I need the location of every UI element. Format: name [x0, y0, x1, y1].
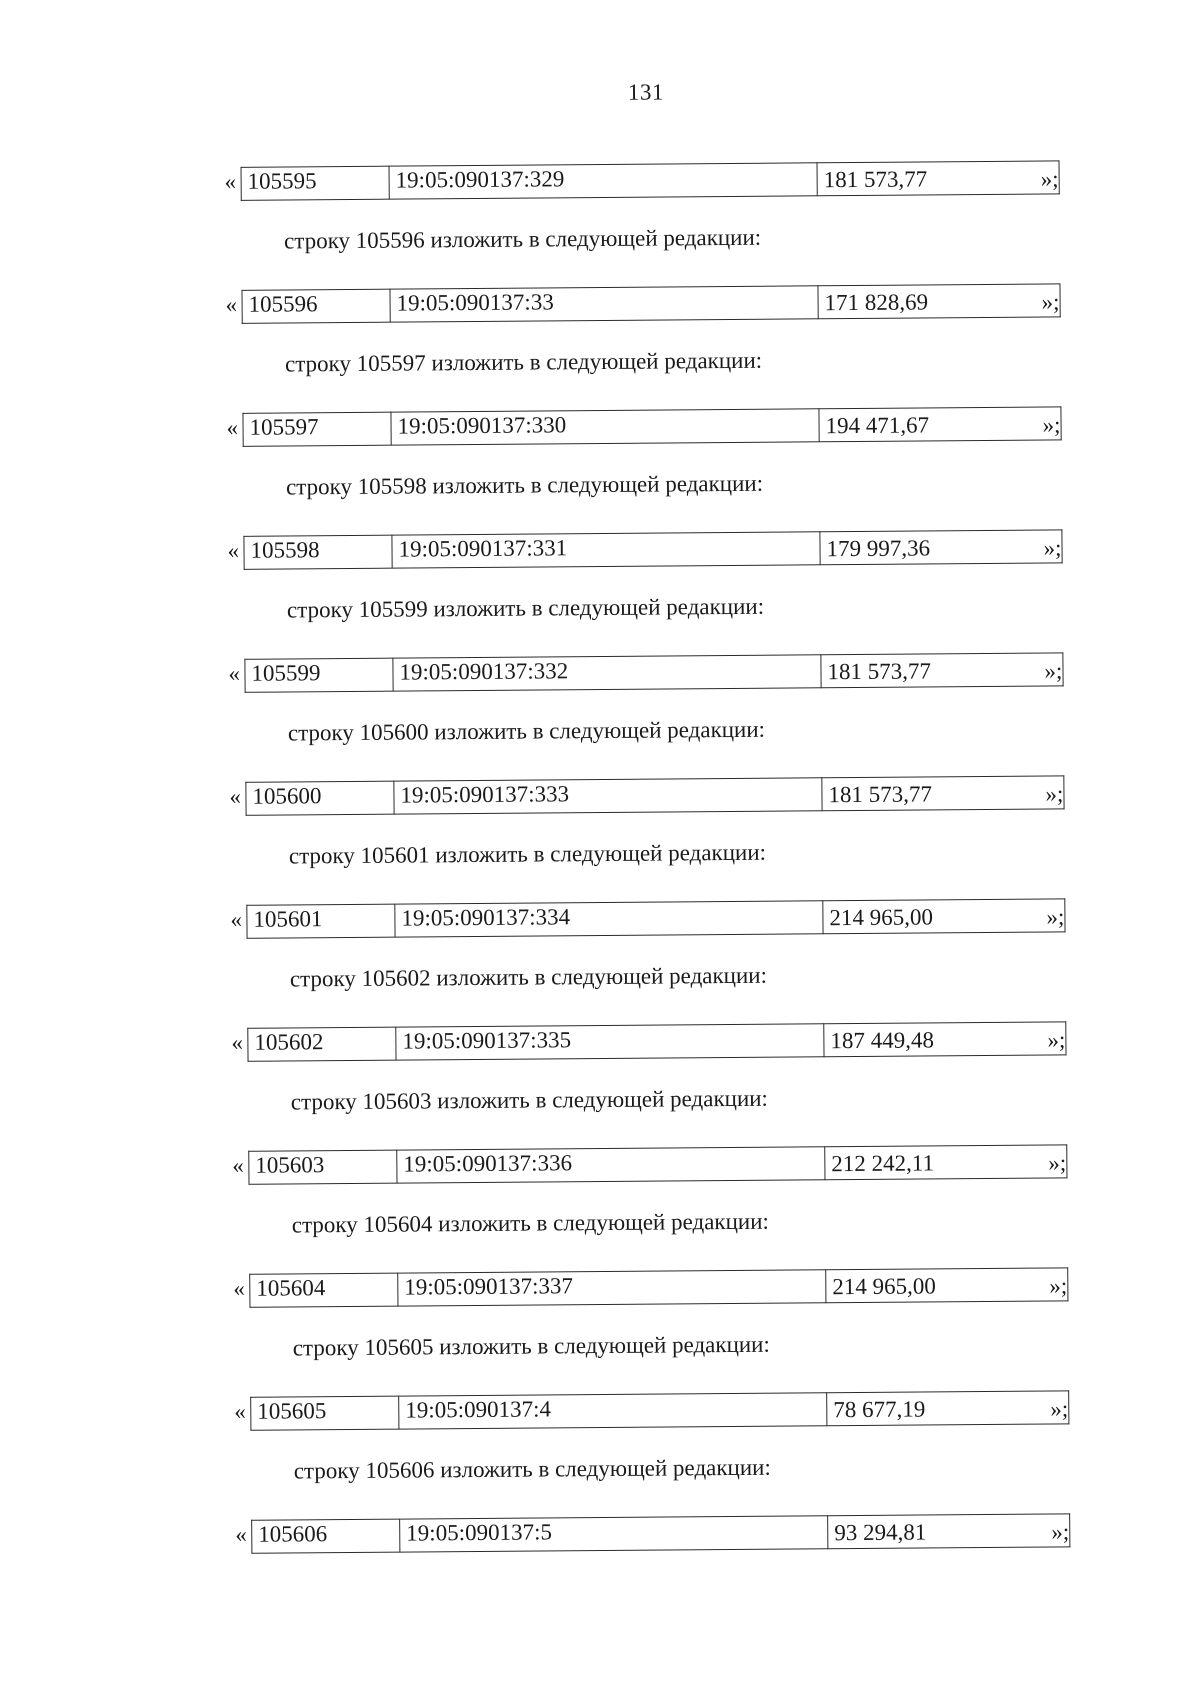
amended-row — [1, 282, 1200, 322]
close-quote: »; — [1051, 1519, 1070, 1545]
row-number-cell: 105598 — [244, 535, 392, 569]
cadastral-number-cell: 19:05:090137:33 — [390, 286, 818, 322]
value-cell: 93 294,81 — [828, 1514, 1070, 1549]
instruction-text: строку 105599 изложить в следующей редакции: — [286, 593, 765, 623]
row-number-cell: 105595 — [241, 166, 389, 200]
row-number-cell: 105603 — [249, 1150, 397, 1184]
cadastral-number-cell: 19:05:090137:332 — [393, 655, 821, 691]
close-quote: »; — [1048, 1150, 1067, 1176]
table-row — [252, 1514, 1070, 1553]
instruction-text: строку 105603 изложить в следующей редакции: — [290, 1085, 769, 1115]
row-number-cell: 105597 — [243, 412, 391, 446]
table-row — [248, 1022, 1066, 1061]
instruction-text: строку 105596 изложить в следующей редакции: — [283, 224, 762, 254]
row-number-cell: 105600 — [246, 781, 394, 815]
row-number-cell: 105602 — [248, 1027, 396, 1061]
value-cell: 214 965,00 — [823, 899, 1065, 934]
row-number-cell: 105604 — [250, 1273, 398, 1307]
amended-row — [2, 405, 1200, 445]
value-cell: 171 828,69 — [818, 284, 1060, 319]
row-table — [247, 1021, 1066, 1061]
amended-row — [4, 651, 1200, 691]
open-quote: « — [226, 414, 239, 440]
cadastral-number-cell: 19:05:090137:5 — [400, 1516, 828, 1552]
open-quote: « — [233, 1275, 245, 1301]
open-quote: « — [235, 1521, 247, 1547]
instruction-text: строку 105605 изложить в следующей редакции: — [292, 1331, 770, 1361]
close-quote: »; — [1049, 1273, 1068, 1299]
row-table — [245, 775, 1064, 815]
instruction-text: строку 105602 изложить в следующей редакции: — [289, 962, 768, 992]
instruction-text: строку 105604 изложить в следующей редакции: — [291, 1208, 769, 1238]
value-cell: 179 997,36 — [820, 530, 1062, 565]
open-quote: « — [230, 906, 243, 932]
row-table — [243, 529, 1062, 569]
close-quote: »; — [1045, 781, 1064, 807]
table-row — [250, 1268, 1068, 1307]
row-table — [250, 1390, 1069, 1430]
open-quote: « — [234, 1398, 246, 1424]
close-quote: »; — [1040, 166, 1059, 192]
row-table — [246, 898, 1065, 938]
row-table — [241, 160, 1060, 200]
amended-row — [7, 1020, 1200, 1060]
row-table — [249, 1267, 1068, 1307]
close-quote: »; — [1043, 535, 1062, 561]
table-row — [243, 407, 1061, 446]
open-quote: « — [224, 168, 237, 194]
row-table — [244, 652, 1063, 692]
amended-row — [1, 159, 1200, 199]
row-number-cell: 105596 — [242, 289, 390, 323]
value-cell: 187 449,48 — [824, 1022, 1066, 1057]
amended-row — [3, 528, 1200, 568]
value-cell: 78 677,19 — [827, 1391, 1069, 1426]
cadastral-number-cell: 19:05:090137:333 — [394, 778, 822, 814]
close-quote: »; — [1042, 412, 1061, 438]
open-quote: « — [227, 537, 240, 563]
value-cell: 181 573,77 — [817, 161, 1059, 196]
instruction-text: строку 105598 изложить в следующей редакции: — [285, 470, 764, 500]
table-row — [247, 899, 1065, 938]
cadastral-number-cell: 19:05:090137:334 — [395, 901, 823, 937]
cadastral-number-cell: 19:05:090137:335 — [396, 1024, 824, 1060]
cadastral-number-cell: 19:05:090137:331 — [392, 532, 820, 568]
table-row — [249, 1145, 1067, 1184]
amended-row — [5, 774, 1200, 814]
cadastral-number-cell: 19:05:090137:4 — [399, 1393, 827, 1429]
cadastral-number-cell: 19:05:090137:337 — [398, 1270, 826, 1306]
open-quote: « — [225, 291, 238, 317]
row-number-cell: 105605 — [251, 1396, 399, 1430]
value-cell: 212 242,11 — [825, 1145, 1067, 1180]
table-row — [245, 653, 1063, 692]
amended-row — [6, 897, 1200, 937]
table-row — [242, 284, 1060, 323]
value-cell: 181 573,77 — [822, 776, 1064, 811]
row-table — [241, 283, 1060, 323]
value-cell: 181 573,77 — [821, 653, 1063, 688]
open-quote: « — [228, 660, 241, 686]
close-quote: »; — [1041, 289, 1060, 315]
cadastral-number-cell: 19:05:090137:329 — [389, 163, 817, 199]
row-number-cell: 105606 — [252, 1519, 400, 1553]
page-number: 131 — [627, 79, 665, 105]
row-number-cell: 105601 — [247, 904, 395, 938]
table-row — [246, 776, 1064, 815]
instruction-text: строку 105606 изложить в следующей редакции: — [293, 1454, 771, 1484]
table-row — [251, 1391, 1069, 1430]
row-number-cell: 105599 — [245, 658, 393, 692]
value-cell: 214 965,00 — [826, 1268, 1068, 1303]
row-table — [248, 1144, 1067, 1184]
row-table — [242, 406, 1061, 446]
open-quote: « — [231, 1029, 243, 1055]
amended-row — [10, 1389, 1200, 1429]
instruction-text: строку 105597 изложить в следующей редакции: — [284, 347, 763, 377]
table-row — [244, 530, 1062, 569]
cadastral-number-cell: 19:05:090137:330 — [391, 409, 819, 445]
instruction-text: строку 105601 изложить в следующей редакции: — [288, 839, 767, 869]
table-row — [241, 161, 1059, 200]
cadastral-number-cell: 19:05:090137:336 — [397, 1147, 825, 1183]
open-quote: « — [232, 1152, 244, 1178]
amended-row — [8, 1143, 1200, 1183]
amended-row — [11, 1512, 1200, 1552]
close-quote: »; — [1050, 1396, 1069, 1422]
close-quote: »; — [1046, 904, 1065, 930]
amended-row — [9, 1266, 1200, 1306]
close-quote: »; — [1047, 1027, 1066, 1053]
instruction-text: строку 105600 изложить в следующей редакции: — [287, 716, 766, 746]
row-table — [251, 1513, 1070, 1553]
close-quote: »; — [1044, 658, 1063, 684]
value-cell: 194 471,67 — [819, 407, 1061, 442]
open-quote: « — [229, 783, 242, 809]
